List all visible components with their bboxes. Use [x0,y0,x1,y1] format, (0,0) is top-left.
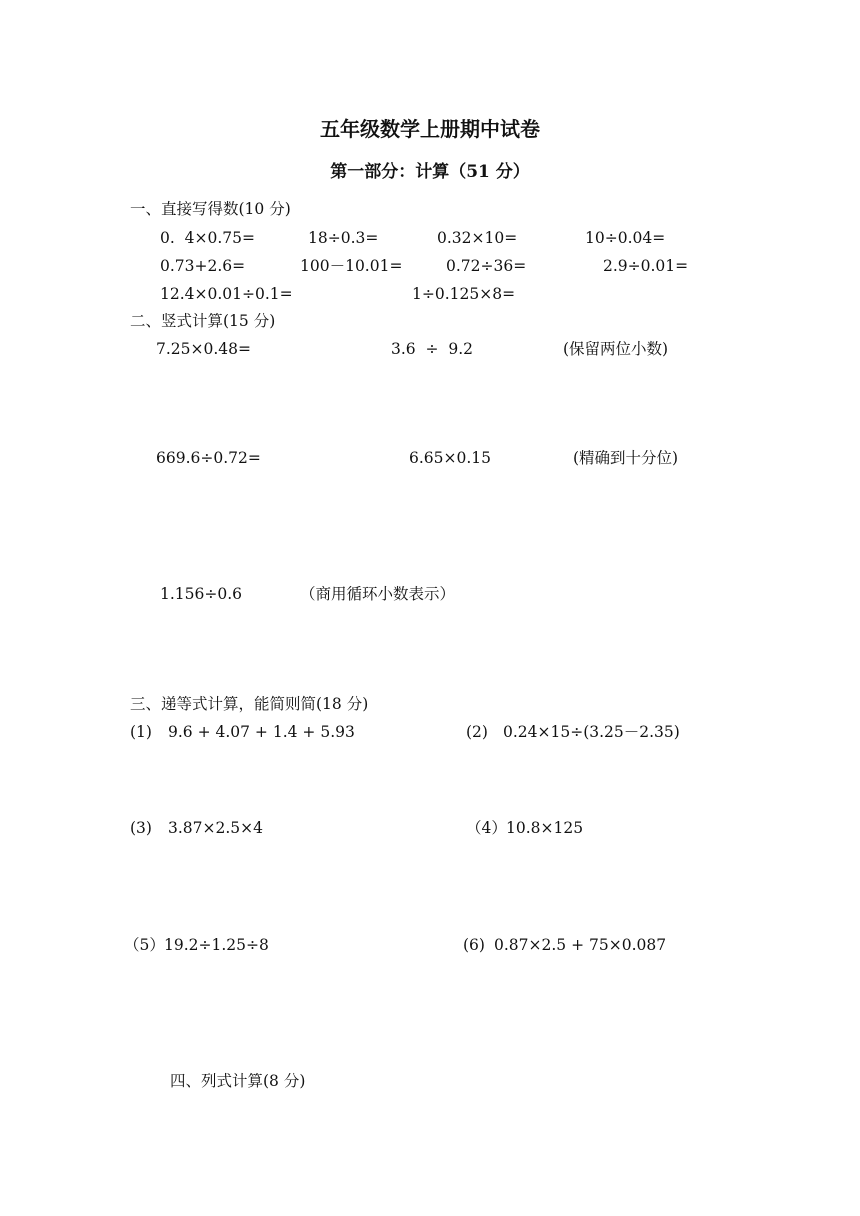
oral-item: 12.4×0.01÷0.1= [160,285,293,303]
step-problem: 19.2÷1.25÷8 [164,936,269,954]
step-problem: 0.24×15÷(3.25－2.35) [503,723,680,741]
section1-heading: 一、直接写得数(10 分) [130,200,291,218]
oral-item: 0.72÷36= [446,257,527,275]
oral-item: 0. 4×0.75= [160,229,255,247]
problem-note: （商用循环小数表示） [300,585,456,603]
oral-item: 0.32×10= [437,229,518,247]
section3-heading: 三、递等式计算，能简则简(18 分) [130,695,369,713]
vertical-problem: 1.156÷0.6 [160,585,243,603]
step-problem: 3.87×2.5×4 [168,819,263,837]
step-problem: 10.8×125 [506,819,584,837]
vertical-problem: 669.6÷0.72= [156,449,261,467]
problem-note: (保留两位小数) [563,340,669,358]
page-title: 五年级数学上册期中试卷 [320,117,540,141]
oral-item: 100－10.01= [300,257,403,275]
problem-number: （4） [466,819,507,837]
oral-item: 2.9÷0.01= [603,257,689,275]
problem-number: （5） [124,936,165,954]
oral-item: 18÷0.3= [308,229,379,247]
vertical-problem: 6.65×0.15 [409,449,492,467]
step-problem: 9.6 + 4.07 + 1.4 + 5.93 [168,723,355,741]
problem-number: (3) [130,819,152,837]
section2-heading: 二、竖式计算(15 分) [130,312,276,330]
problem-note: (精确到十分位) [573,449,679,467]
problem-number: (2) [466,723,488,741]
page-subtitle: 第一部分：计算（51 分） [330,162,530,182]
vertical-problem: 7.25×0.48= [156,340,251,358]
problem-number: (1) [130,723,152,741]
step-problem: 0.87×2.5 + 75×0.087 [494,936,667,954]
section4-heading: 四、列式计算(8 分) [170,1072,306,1090]
problem-number: (6) [463,936,485,954]
oral-item: 0.73+2.6= [160,257,246,275]
vertical-problem: 3.6 ÷ 9.2 [391,340,473,358]
oral-item: 1÷0.125×8= [412,285,516,303]
oral-item: 10÷0.04= [585,229,666,247]
